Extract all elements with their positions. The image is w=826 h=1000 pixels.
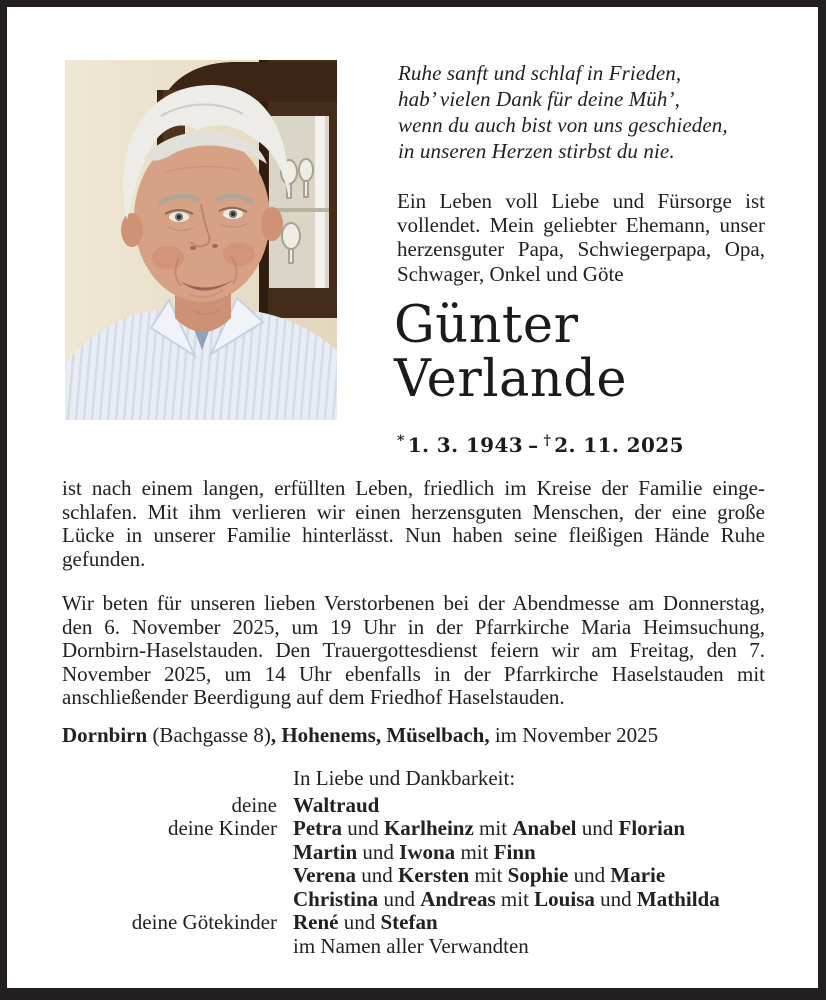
death-date: 2. 11. 2025 (554, 433, 684, 457)
family-role-label: deine Götekinder (131, 910, 277, 934)
connector-text: und (338, 910, 381, 934)
name-bold: Verena (293, 863, 356, 887)
name-bold: Marie (610, 863, 666, 887)
connector-text: (Bachgasse 8) (147, 723, 271, 747)
memorial-poem (398, 60, 738, 164)
name-bold: , Hohenems, Müselbach, (270, 723, 490, 747)
family-row (62, 935, 765, 959)
name-bold: Dornbirn (62, 723, 148, 747)
name-bold: Finn (493, 839, 536, 864)
poem-line: Ruhe sanft und schlaf in Frieden, (398, 61, 682, 85)
family-role-label (62, 767, 277, 791)
poem-line: wenn du auch bist von uns geschieden, (398, 113, 728, 137)
family-names (293, 841, 765, 865)
portrait-photo (65, 60, 337, 420)
family-role-label (62, 864, 277, 888)
name-bold: Stefan (380, 910, 438, 934)
service-paragraph: Wir beten für unseren lieben Verstorbenen bei der Abendmesse am Donnerstag, den 6. November 2025, um 19 Uhr in der Pfarrkirche Maria Heimsuchung, Dornbirn-Haselstauden. Den Trauergottesdienst feiern wir am Freitag, den 7. November 2025, um 14 Uhr ebenfalls in der Pfarrkirche Haselstauden mit anschließender Beerdigung auf dem Friedhof Haselstauden. (62, 591, 765, 710)
first-name: Günter (394, 296, 579, 355)
family-role-label: deine Kinder (167, 816, 277, 840)
closing-header: In Liebe und Dankbarkeit: (293, 766, 516, 790)
name-bold: Florian (618, 816, 685, 840)
name-bold: Sophie (507, 863, 569, 887)
family-role-label: deine (231, 792, 277, 817)
family-names (293, 911, 765, 935)
connector-text: mit (455, 839, 494, 864)
name-bold: Martin (293, 839, 358, 864)
family-names (293, 817, 765, 841)
family-names (293, 888, 765, 912)
obituary-paragraph: ist nach einem langen, erfüllten Leben, friedlich im Kreise der Familie eingeschlafen. Mit ihm verlieren wir einen herzensguten Menschen, der eine große Lücke in unserer Familie hinterlässt. Nun haben seine fleißigen Hände Ruhe gefunden. (62, 476, 765, 571)
name-bold: Karlheinz (383, 816, 474, 840)
death-cross-symbol: † (543, 433, 552, 449)
connector-text: und (594, 886, 637, 911)
family-row (62, 888, 765, 912)
family-row (62, 767, 765, 791)
family-row (62, 911, 765, 935)
name-bold: Christina (293, 886, 379, 911)
family-role-label (62, 841, 277, 865)
poem-line: in unseren Herzen stirbst du nie. (398, 139, 675, 163)
poem-line: hab’ vielen Dank für deine Müh’, (398, 87, 680, 111)
name-bold: Iwona (399, 839, 456, 864)
connector-text: und (357, 839, 400, 864)
name-bold: Anabel (512, 816, 577, 840)
connector-text: mit (473, 816, 513, 840)
name-bold: Andreas (420, 886, 496, 911)
connector-text: und (576, 816, 619, 840)
family-names (293, 864, 765, 888)
family-row (62, 817, 765, 841)
family-role-label (62, 935, 277, 959)
connector-text: und (356, 863, 398, 887)
intro-text: Ein Leben voll Liebe und Fürsorge ist vollendet. Mein geliebter Ehemann, unser herzensguter Papa, Schwiegerpapa, Opa, Schwager, Onkel und Göte (397, 189, 765, 286)
closing-footer: im Namen aller Verwandten (293, 933, 529, 958)
deceased-name (394, 296, 628, 409)
places-line (62, 723, 765, 748)
family-row (62, 794, 765, 818)
connector-text: und (568, 863, 611, 887)
name-bold: Mathilda (636, 886, 720, 911)
name-bold: René (293, 910, 339, 934)
connector-text: mit (469, 863, 508, 887)
name-bold: Waltraud (293, 792, 380, 817)
family-section (62, 767, 765, 958)
birth-star-symbol: * (397, 433, 405, 449)
portrait-photo-image (65, 60, 337, 420)
connector-text: und (341, 816, 384, 840)
family-names (293, 794, 765, 818)
family-row (62, 841, 765, 865)
life-dates (397, 433, 684, 457)
family-row (62, 864, 765, 888)
name-bold: Petra (293, 816, 342, 840)
family-role-label (62, 888, 277, 912)
connector-text: und (378, 886, 421, 911)
connector-text: mit (495, 886, 535, 911)
name-bold: Kersten (398, 863, 470, 887)
connector-text: im November 2025 (489, 723, 659, 747)
name-bold: Louisa (534, 886, 595, 911)
last-name: Verlande (394, 350, 628, 409)
dates-separator: – (528, 433, 539, 457)
birth-date: 1. 3. 1943 (407, 433, 524, 457)
